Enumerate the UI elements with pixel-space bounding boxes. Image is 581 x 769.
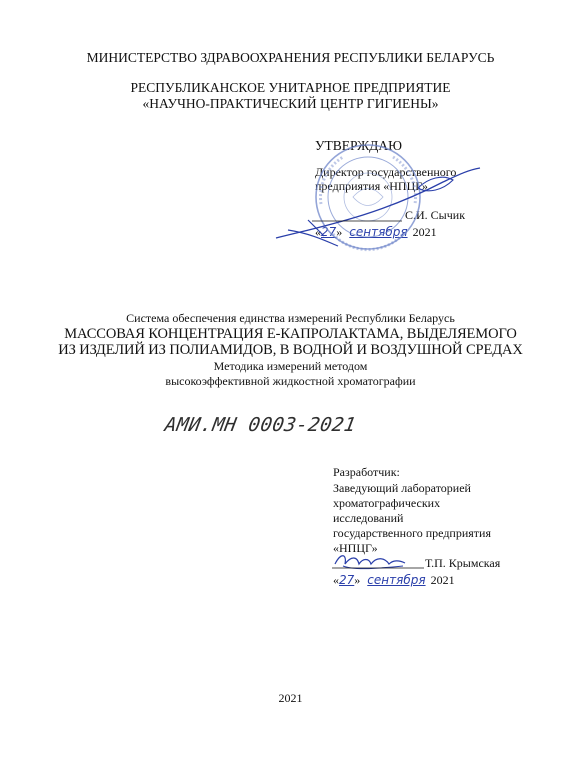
approval-date-month: сентября [349,225,408,239]
developer-date-mid: » [354,573,361,587]
approver-position-line-1: Директор государственного [315,165,457,179]
developer-position-line-1: Заведующий лабораторией [333,481,471,495]
developer-position-line-5: «НПЦГ» [333,541,378,555]
approval-signature-line [312,219,402,223]
developer-date-open: « [333,573,339,587]
approval-date-year: 2021 [412,225,437,239]
approver-name: С.И. Сычик [405,208,466,222]
approval-date-mid: » [336,225,343,239]
organization-line-1: РЕСПУБЛИКАНСКОЕ УНИТАРНОЕ ПРЕДПРИЯТИЕ [130,80,451,95]
developer-position-line-4: государственного предприятия [333,526,491,540]
ministry-heading: МИНИСТЕРСТВО ЗДРАВООХРАНЕНИЯ РЕСПУБЛИКИ БЕЛАРУСЬ [86,50,495,65]
developer-name: Т.П. Крымская [425,556,501,570]
handwritten-registration-code: АМИ.МН 0003-2021 [163,414,358,436]
approver-position-line-2: предприятия «НПЦГ» [315,179,428,193]
footer-year: 2021 [278,691,303,705]
developer-heading: Разработчик: [333,465,400,479]
developer-position-line-3: исследований [333,511,404,525]
developer-date-year: 2021 [430,573,455,587]
method-line-2: высокоэффективной жидкостной хроматографии [165,374,416,388]
director-signature [268,160,498,250]
approval-heading: УТВЕРЖДАЮ [315,138,403,153]
document-title-line-2: ИЗ ИЗДЕЛИЙ ИЗ ПОЛИАМИДОВ, В ВОДНОЙ И ВОЗДУШНОЙ СРЕДАХ [58,342,523,358]
developer-date-day: 27 [339,573,355,587]
document-title-line-1: МАССОВАЯ КОНЦЕНТРАЦИЯ Е-КАПРОЛАКТАМА, ВЫДЕЛЯЕМОГО [64,326,517,342]
developer-position-line-2: хроматографических [333,496,441,510]
system-subtitle: Система обеспечения единства измерений Республики Беларусь [126,311,455,325]
approval-date-day: 27 [321,225,337,239]
developer-date-month: сентября [367,573,426,587]
developer-date [333,573,455,588]
method-line-1: Методика измерений методом [213,359,368,373]
organization-line-2: «НАУЧНО-ПРАКТИЧЕСКИЙ ЦЕНТР ГИГИЕНЫ» [142,96,439,111]
approval-date-open: « [315,225,321,239]
developer-signature-line [332,566,424,570]
